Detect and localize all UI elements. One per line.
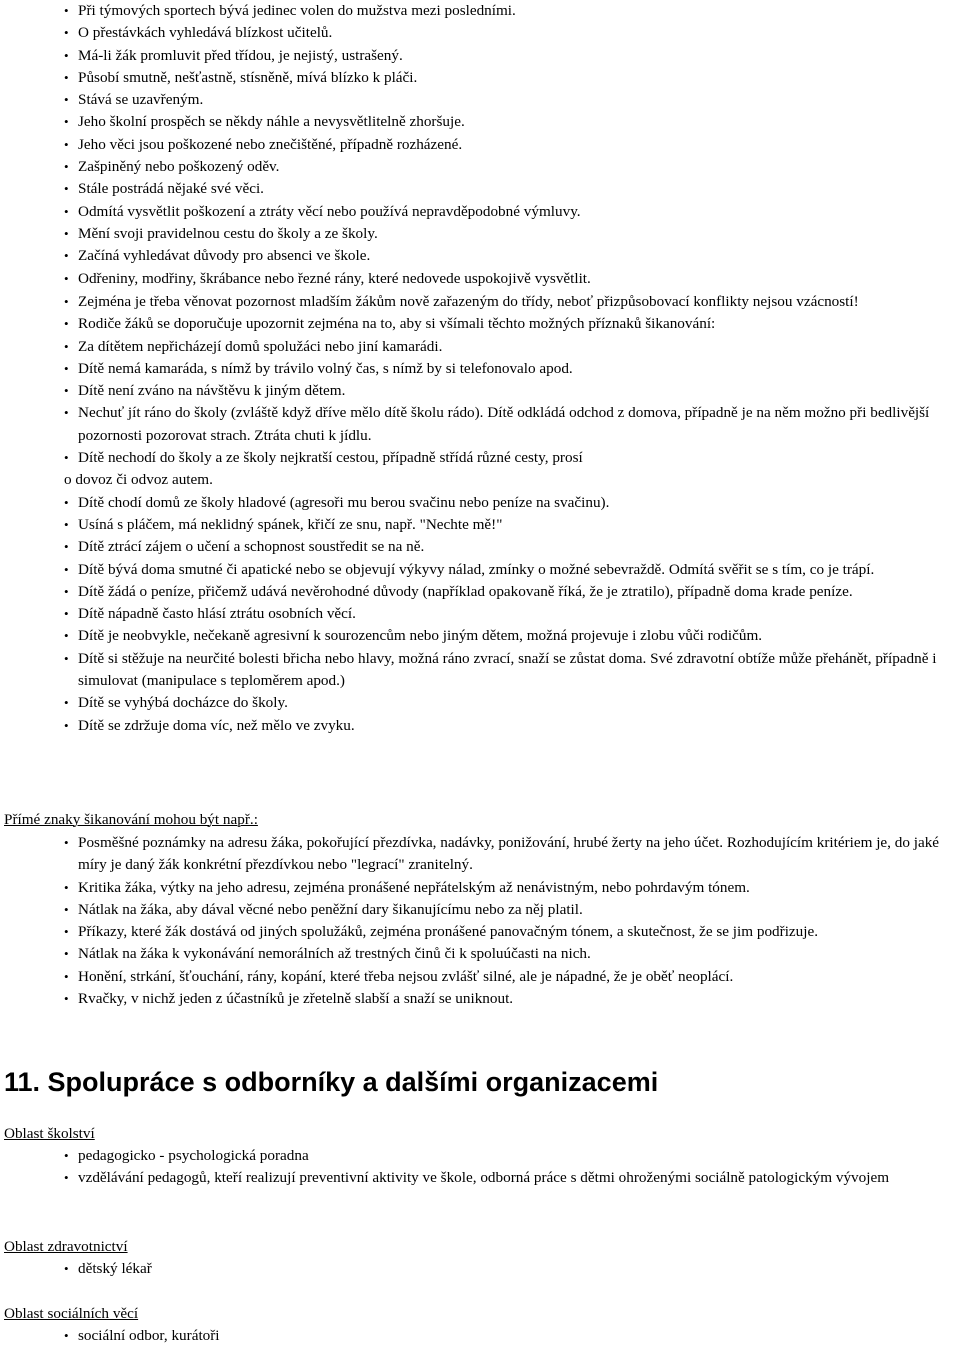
list-item: • Za dítětem nepřicházejí domů spolužáci nebo jiní kamarádi. <box>0 336 960 358</box>
bullet-icon: • <box>64 248 69 264</box>
section-title: 11. Spolupráce s odborníky a dalšími organizacemi <box>4 1067 659 1097</box>
list-item: • Dítě si stěžuje na neurčité bolesti břicha nebo hlavy, možná ráno zvrací, snaží se zůstat doma. Své zdravotní obtíže může přehánět, případně i simulovat (manipulace s teploměrem apod.) <box>64 649 937 690</box>
list-item: • Zejména je třeba věnovat pozornost mladším žákům nově zařazeným do třídy, neboť přizpůsobovací konflikty nejsou vzácností! <box>0 291 960 313</box>
bullet-icon: • <box>64 901 69 917</box>
list-item: • Nechuť jít ráno do školy (zvláště když dříve mělo dítě školu rádo). Dítě odkládá odchod z domova, případně je na něm možno při bedlivější pozornosti pozorovat strach. Ztráta chuti k jídlu. <box>64 404 930 444</box>
list-item: • Nátlak na žáka k vykonávání nemorálních až trestných činů či k spoluúčasti na nich. <box>0 943 960 965</box>
bullet-icon: • <box>64 69 69 85</box>
list-item: • Dítě chodí domů ze školy hladové (agresoři mu berou svačinu nebo peníze na svačinu). <box>0 492 960 514</box>
bullet-icon: • <box>64 294 69 309</box>
list-item: • O přestávkách vyhledává blízkost učitelů. <box>0 22 960 44</box>
bullet-icon: • <box>64 114 69 130</box>
list-item: • pedagogicko - psychologická poradna <box>0 1145 960 1167</box>
list-item: • Příkazy, které žák dostává od jiných spolužáků, zejména pronášené panovačným tónem, a skutečnost, že se jim podřizuje. <box>0 921 960 943</box>
bullet-icon: • <box>64 360 69 376</box>
bullet-icon: • <box>64 3 69 18</box>
bullet-icon: • <box>64 450 69 466</box>
bullet-icon: • <box>64 1261 69 1276</box>
bullet-icon: • <box>64 991 69 1007</box>
bullet-icon: • <box>64 405 69 421</box>
bullet-icon: • <box>64 270 69 286</box>
bullet-icon: • <box>64 516 69 532</box>
list-item: • Stává se uzavřeným. <box>0 89 960 111</box>
bullet-icon: • <box>64 203 69 219</box>
parent-signs-list <box>0 291 960 737</box>
list-item: • Rvačky, v nichž jeden z účastníků je zřetelně slabší a snaží se uniknout. <box>0 988 960 1010</box>
list-item: • Dítě se vyhýbá docházce do školy. <box>0 692 960 714</box>
bullet-icon: • <box>64 25 69 41</box>
bullet-icon: • <box>64 338 69 354</box>
health-heading: Oblast zdravotnictví <box>4 1238 128 1255</box>
bullet-icon: • <box>64 717 69 733</box>
list-item: • Má-li žák promluvit před třídou, je nejistý, ustrašený. <box>0 45 960 67</box>
list-item: • sociální odbor, kurátoři <box>0 1325 960 1347</box>
bullet-icon: • <box>64 92 69 108</box>
list-item: • Dítě není zváno na návštěvu k jiným dětem. <box>0 380 960 402</box>
list-item: • Odřeniny, modřiny, škrábance nebo řezné rány, které nedovede uspokojivě vysvětlit. <box>0 268 960 290</box>
bullet-icon: • <box>64 47 69 63</box>
bullet-icon: • <box>64 225 69 241</box>
bullet-icon: • <box>64 695 69 711</box>
list-item: • Nátlak na žáka, aby dával věcné nebo peněžní dary šikanujícímu nebo za něj platil. <box>0 899 960 921</box>
list-item: • Kritika žáka, výtky na jeho adresu, zejména pronášené nepřátelským až nenávistným, nebo pohrdavým tónem. <box>0 877 960 899</box>
list-item: • Dítě nemá kamaráda, s nímž by trávilo volný čas, s nímž by si telefonovalo apod. <box>0 358 960 380</box>
bullet-icon: • <box>64 181 69 197</box>
list-item: • Dítě bývá doma smutné či apatické nebo se objevují výkyvy nálad, zmínky o možné sebevraždě. Odmítá svěřit se s tím, co je trápí. <box>0 559 960 581</box>
bullet-icon: • <box>64 968 69 984</box>
list-item: • Jeho věci jsou poškozené nebo znečištěné, případně rozházené. <box>0 134 960 156</box>
bullet-icon: • <box>64 383 69 399</box>
bullet-icon: • <box>64 924 69 940</box>
list-item: • Začíná vyhledávat důvody pro absenci ve škole. <box>0 245 960 267</box>
bullet-icon: • <box>64 136 69 152</box>
list-item: • Jeho školní prospěch se někdy náhle a nevysvětlitelně zhoršuje. <box>0 111 960 133</box>
list-item: • Posměšné poznámky na adresu žáka, pokořující přezdívka, nadávky, ponižování, hrubé žerty na jeho účet. Rozhodujícím kritériem je, do jaké míry je daný žák konkrétní přezdívkou nebo "legrací" zranitelný. <box>64 834 940 874</box>
bullet-icon: • <box>64 316 69 332</box>
school-heading: Oblast školství <box>4 1125 95 1142</box>
list-item: • Usíná s pláčem, má neklidný spánek, křičí ze snu, např. "Nechte mě!" <box>0 514 960 536</box>
health-list <box>0 1258 960 1280</box>
list-item: • Stále postrádá nějaké své věci. <box>0 178 960 200</box>
list-item: • Dítě je neobvykle, nečekaně agresivní k sourozencům nebo jiným dětem, možná projevuje i zlobu vůči rodičům. <box>0 625 960 647</box>
social-heading: Oblast sociálních věcí <box>4 1305 139 1322</box>
warning-signs-list <box>0 0 960 290</box>
bullet-icon: • <box>64 650 69 666</box>
bullet-icon: • <box>64 494 69 510</box>
direct-signs-heading: Přímé znaky šikanování mohou být např.: <box>4 811 258 828</box>
list-item: • Zašpiněný nebo poškozený oděv. <box>0 156 960 178</box>
list-item: • Dítě nápadně často hlásí ztrátu osobních věcí. <box>0 603 960 625</box>
school-list <box>0 1145 960 1190</box>
list-item: • Dítě žádá o peníze, přičemž udává nevěrohodné důvody (například opakovaně říká, že je ztratilo), případně doma krade peníze. <box>0 581 960 603</box>
bullet-icon: • <box>64 583 69 599</box>
social-list <box>0 1325 960 1347</box>
list-item: • Honění, strkání, šťouchání, rány, kopání, které třeba nejsou zvlášť silné, ale je nápadné, že je oběť neoplácí. <box>0 966 960 988</box>
list-item: • Dítě se zdržuje doma víc, než mělo ve zvyku. <box>0 715 960 737</box>
bullet-icon: • <box>64 1148 69 1163</box>
list-item: • Působí smutně, nešťastně, stísněně, mívá blízko k pláči. <box>0 67 960 89</box>
bullet-icon: • <box>64 946 69 962</box>
bullet-icon: • <box>64 628 69 644</box>
list-item: • Při týmových sportech bývá jedinec volen do mužstva mezi posledními. <box>0 0 960 22</box>
bullet-icon: • <box>64 159 69 175</box>
list-item: • dětský lékař <box>0 1258 960 1280</box>
bullet-icon: • <box>64 1328 69 1343</box>
list-item-continuation: o dovoz či odvoz autem. <box>64 471 213 489</box>
bullet-icon: • <box>64 1170 69 1186</box>
bullet-icon: • <box>64 879 69 895</box>
list-item: • Dítě ztrácí zájem o učení a schopnost soustředit se na ně. <box>0 536 960 558</box>
direct-signs-list <box>0 832 960 1010</box>
list-item: • Mění svoji pravidelnou cestu do školy a ze školy. <box>0 223 960 245</box>
list-item: • Odmítá vysvětlit poškození a ztráty věcí nebo používá nepravděpodobné výmluvy. <box>0 201 960 223</box>
bullet-icon: • <box>64 539 69 555</box>
bullet-icon: • <box>64 561 69 577</box>
list-item: • vzdělávání pedagogů, kteří realizují preventivní aktivity ve škole, odborná práce s dětmi ohroženými sociálně patologickým vývojem <box>0 1167 960 1189</box>
list-item: • Rodiče žáků se doporučuje upozornit zejména na to, aby si všímali těchto možných příznaků šikanování: <box>0 313 960 335</box>
list-item: • Dítě nechodí do školy a ze školy nejkratší cestou, případně střídá různé cesty, prosí <box>0 447 960 469</box>
bullet-icon: • <box>64 606 69 622</box>
bullet-icon: • <box>64 835 69 850</box>
